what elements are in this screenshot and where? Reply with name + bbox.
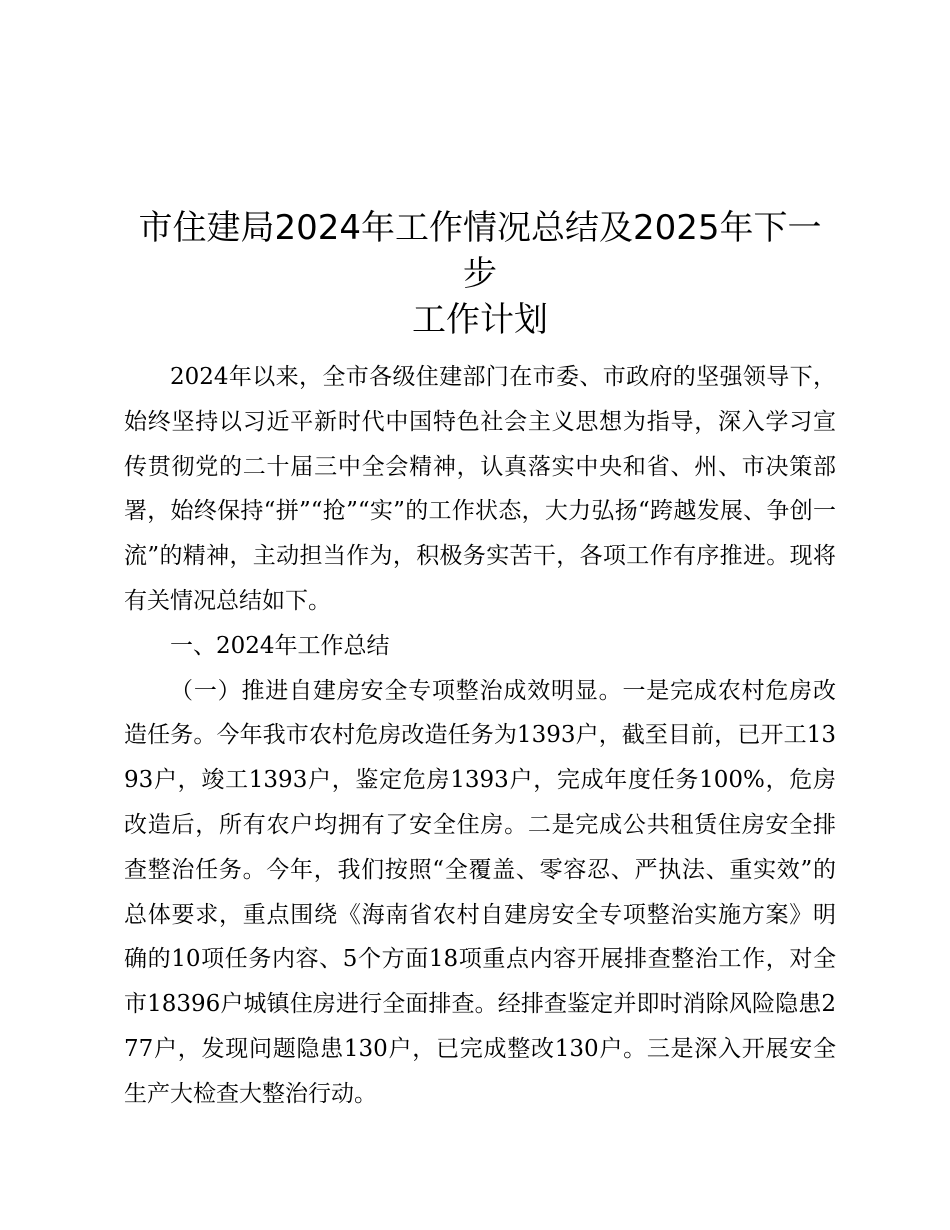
intro-paragraph: 2024年以来，全市各级住建部门在市委、市政府的坚强领导下，始终坚持以习近平新时代中国特色社会主义思想为指导，深入学习宣传贯彻党的二十届三中全会精神，认真落实中央和省、州、市决策部署，始终保持“拼”“抢”“实”的工作状态，大力弘扬“跨越发展、争创一流”的精神，主动担当作为，积极务实苦干，各项工作有序推进。现将有关情况总结如下。: [124, 364, 836, 614]
title-line-2: 工作计划: [412, 300, 548, 340]
document-body: [124, 205, 836, 1117]
document-title: [124, 205, 836, 343]
section-1-paragraph: （一）推进自建房安全专项整治成效明显。一是完成农村危房改造任务。今年我市农村危房改造任务为1393户，截至目前，已开工1393户，竣工1393户，鉴定危房1393户，完成年度任务100%，危房改造后，所有农户均拥有了安全住房。二是完成公共租赁住房安全排查整治任务。今年，我们按照“全覆盖、零容忍、严执法、重实效”的总体要求，重点围绕《海南省农村自建房安全专项整治实施方案》明确的10项任务内容、5个方面18项重点内容开展排查整治工作，对全市18396户城镇住房进行全面排查。经排查鉴定并即时消除风险隐患277户，发现问题隐患130户，已完成整改130户。三是深入开展安全生产大检查大整治行动。: [124, 677, 836, 1107]
title-line-1: 市住建局2024年工作情况总结及2025年下一步: [138, 208, 822, 294]
section-heading: 一、2024年工作总结: [170, 632, 390, 659]
